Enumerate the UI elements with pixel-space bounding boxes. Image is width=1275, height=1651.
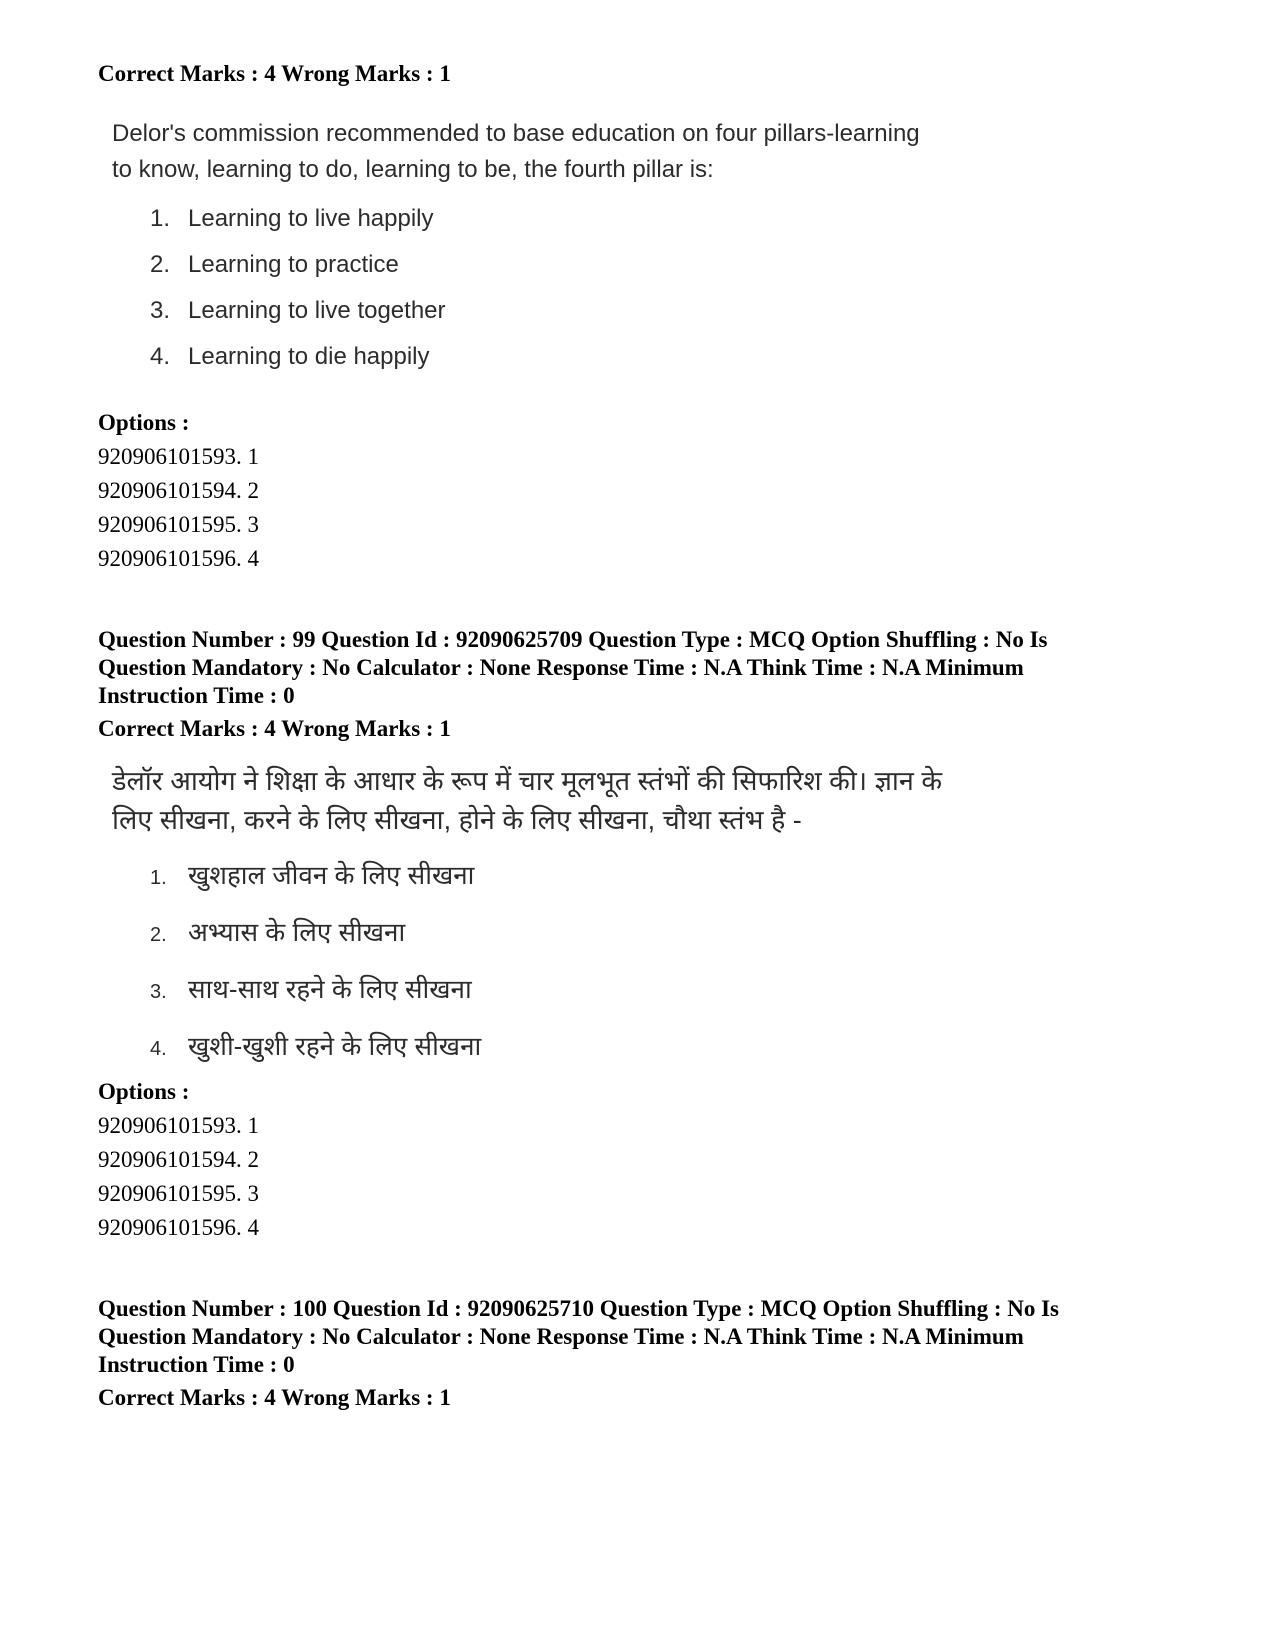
q99-meta-line-3: Instruction Time : 0: [98, 683, 295, 708]
option-line: 920906101596. 4: [98, 1215, 259, 1240]
q99-marks: Correct Marks : 4 Wrong Marks : 1: [98, 716, 451, 741]
option-line: 920906101594. 2: [98, 478, 259, 503]
q99-question-stem: [112, 762, 942, 840]
choice-text: खुशहाल जीवन के लिए सीखना: [188, 860, 475, 890]
q99-question-image: [112, 762, 942, 1076]
option-line: 920906101595. 3: [98, 1181, 259, 1206]
q98-choice-3: [150, 288, 920, 334]
q100-metadata: [98, 1295, 1188, 1379]
q99-meta-line-2: Question Mandatory : No Calculator : None Response Time : N.A Think Time : N.A Minimum: [98, 655, 1024, 680]
choice-number: 1.: [150, 867, 167, 889]
choice-number: 2.: [150, 924, 167, 946]
q100-meta-line-1: Question Number : 100 Question Id : 92090625710 Question Type : MCQ Option Shuffling : No Is: [98, 1296, 1060, 1321]
q98-marks: Correct Marks : 4 Wrong Marks : 1: [98, 61, 451, 86]
q99-options: [98, 1075, 259, 1245]
q100-meta-line-3: Instruction Time : 0: [98, 1352, 295, 1377]
choice-number: 1.: [150, 205, 171, 232]
choice-number: 4.: [150, 343, 171, 370]
options-heading: Options :: [98, 410, 190, 435]
q99-stem-line-2: लिए सीखना, करने के लिए सीखना, होने के लिए सीखना, चौथा स्तंभ है -: [112, 805, 802, 835]
q100-meta-line-2: Question Mandatory : No Calculator : None Response Time : N.A Think Time : N.A Minimum: [98, 1324, 1024, 1349]
q98-choice-list: [150, 196, 920, 380]
q98-stem-line-1: Delor's commission recommended to base education on four pillars-learning: [112, 120, 920, 147]
choice-number: 2.: [150, 251, 171, 278]
q98-question-stem: [112, 116, 920, 188]
q99-choice-list: [150, 848, 942, 1076]
choice-text: Learning to practice: [188, 251, 399, 278]
choice-text: Learning to die happily: [188, 343, 430, 370]
option-line: 920906101595. 3: [98, 512, 259, 537]
choice-text: साथ-साथ रहने के लिए सीखना: [188, 974, 472, 1004]
option-line: 920906101596. 4: [98, 546, 259, 571]
option-line: 920906101594. 2: [98, 1147, 259, 1172]
choice-text: Learning to live together: [188, 297, 446, 324]
choice-text: Learning to live happily: [188, 205, 434, 232]
choice-text: खुशी-खुशी रहने के लिए सीखना: [188, 1031, 482, 1061]
q99-choice-3: [150, 962, 942, 1019]
choice-number: 3.: [150, 297, 171, 324]
q98-options: [98, 406, 259, 576]
q98-choice-1: [150, 196, 920, 242]
q99-choice-1: [150, 848, 942, 905]
q98-choice-4: [150, 334, 920, 380]
q98-choice-2: [150, 242, 920, 288]
choice-number: 3.: [150, 981, 167, 1003]
q98-stem-line-2: to know, learning to do, learning to be, the fourth pillar is:: [112, 156, 714, 183]
q100-marks: Correct Marks : 4 Wrong Marks : 1: [98, 1385, 451, 1410]
options-heading: Options :: [98, 1079, 190, 1104]
choice-text: अभ्यास के लिए सीखना: [188, 917, 406, 947]
q99-meta-line-1: Question Number : 99 Question Id : 92090625709 Question Type : MCQ Option Shuffling : No Is: [98, 627, 1048, 652]
q98-question-image: [112, 116, 920, 380]
q99-choice-4: [150, 1019, 942, 1076]
q99-metadata: [98, 626, 1188, 710]
option-line: 920906101593. 1: [98, 1113, 259, 1138]
q99-choice-2: [150, 905, 942, 962]
choice-number: 4.: [150, 1038, 167, 1060]
option-line: 920906101593. 1: [98, 444, 259, 469]
q99-stem-line-1: डेलॉर आयोग ने शिक्षा के आधार के रूप में चार मूलभूत स्तंभों की सिफारिश की। ज्ञान के: [112, 766, 943, 796]
